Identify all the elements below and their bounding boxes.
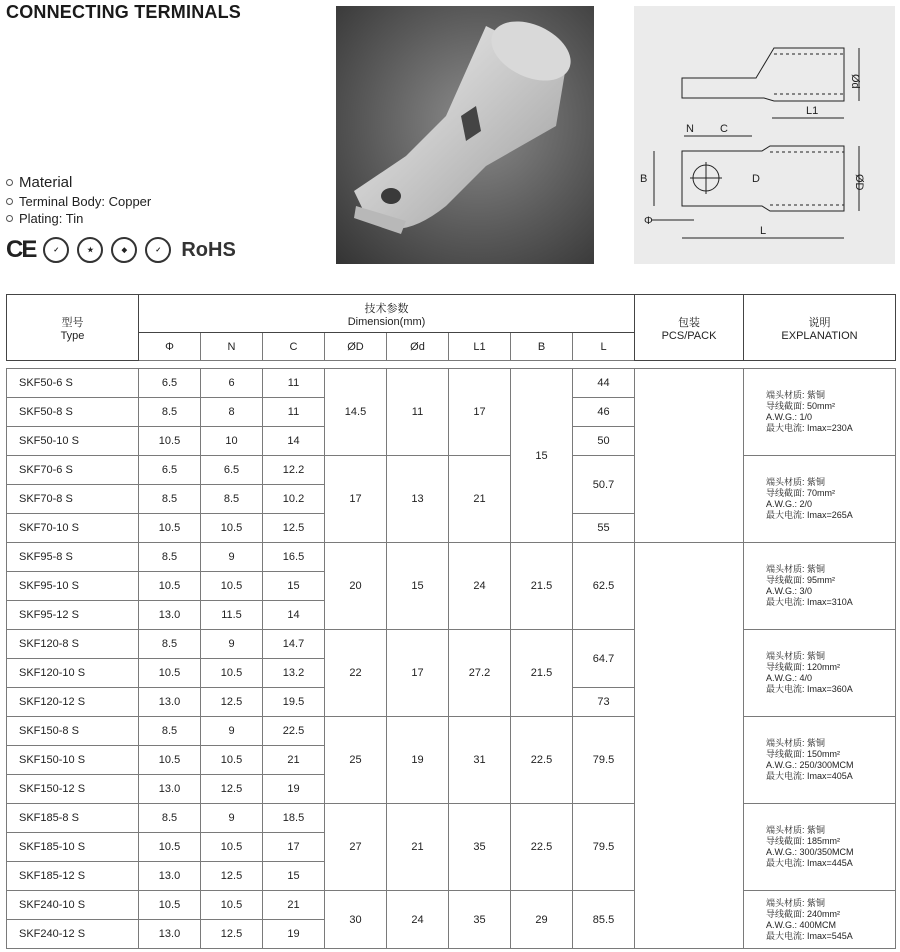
explanation-cell: 端头材质: 紫铜 导线截面: 50mm² A.W.G.: 1/0 最大电流: Imax=230A (744, 369, 896, 456)
l1-cell: 35 (449, 804, 511, 891)
header-expl-cn: 说明 (808, 316, 831, 329)
l-cell: 64.7 (573, 630, 635, 688)
type-cell: SKF95-8 S (7, 543, 139, 572)
c-cell: 15 (263, 862, 325, 891)
od-cell: 27 (325, 804, 387, 891)
col-header: L (573, 333, 635, 361)
phi-cell: 10.5 (139, 659, 201, 688)
c-cell: 16.5 (263, 543, 325, 572)
type-cell: SKF95-12 S (7, 601, 139, 630)
phi-cell: 10.5 (139, 746, 201, 775)
explanation-cell: 端头材质: 紫铜 导线截面: 95mm² A.W.G.: 3/0 最大电流: Imax=310A (744, 543, 896, 630)
col-header: C (263, 333, 325, 361)
l-cell: 44 (573, 369, 635, 398)
od-cell: 30 (325, 891, 387, 949)
drawing-label-d: D (752, 173, 760, 185)
col-header: ØD (325, 333, 387, 361)
id-cell: 17 (387, 630, 449, 717)
phi-cell: 13.0 (139, 601, 201, 630)
table-row (7, 456, 896, 485)
phi-cell: 8.5 (139, 804, 201, 833)
l1-cell: 31 (449, 717, 511, 804)
n-cell: 9 (201, 543, 263, 572)
ccc-seal-icon: ◆ (111, 237, 137, 263)
terminal-lug-image (336, 6, 594, 264)
table-row (7, 804, 896, 833)
drawing-label-l1: L1 (806, 105, 819, 117)
l1-cell: 24 (449, 543, 511, 630)
phi-cell: 13.0 (139, 920, 201, 949)
l1-cell: 27.2 (449, 630, 511, 717)
n-cell: 10.5 (201, 572, 263, 601)
drawing-label-l: L (760, 225, 767, 237)
phi-cell: 8.5 (139, 485, 201, 514)
c-cell: 19 (263, 775, 325, 804)
c-cell: 17 (263, 833, 325, 862)
phi-cell: 8.5 (139, 717, 201, 746)
header-pack-cn: 包装 (678, 316, 700, 329)
page-title: CONNECTING TERMINALS (6, 2, 241, 22)
type-cell: SKF70-8 S (7, 485, 139, 514)
b-cell: 15 (511, 369, 573, 543)
type-cell: SKF95-10 S (7, 572, 139, 601)
type-cell: SKF70-6 S (7, 456, 139, 485)
header-pack (635, 295, 744, 361)
material-item (6, 194, 151, 209)
b-cell: 21.5 (511, 630, 573, 717)
id-cell: 13 (387, 456, 449, 543)
type-cell: SKF50-8 S (7, 398, 139, 427)
n-cell: 12.5 (201, 862, 263, 891)
explanation-cell: 端头材质: 紫铜 导线截面: 240mm² A.W.G.: 400MCM 最大电流: Imax=545A (744, 891, 896, 949)
type-cell: SKF185-8 S (7, 804, 139, 833)
type-cell: SKF120-10 S (7, 659, 139, 688)
col-header: B (511, 333, 573, 361)
n-cell: 9 (201, 630, 263, 659)
phi-cell: 6.5 (139, 456, 201, 485)
l-cell: 85.5 (573, 891, 635, 949)
l-cell: 62.5 (573, 543, 635, 630)
l-cell: 55 (573, 514, 635, 543)
certification-logos (6, 236, 236, 264)
drawing-label-n: N (686, 123, 694, 135)
l-cell: 73 (573, 688, 635, 717)
award-seal-icon: ★ (77, 237, 103, 263)
type-cell: SKF150-10 S (7, 746, 139, 775)
b-cell: 22.5 (511, 804, 573, 891)
c-cell: 14.7 (263, 630, 325, 659)
id-cell: 24 (387, 891, 449, 949)
c-cell: 21 (263, 746, 325, 775)
header-expl-en: EXPLANATION (781, 329, 858, 342)
type-cell: SKF50-6 S (7, 369, 139, 398)
l-cell: 50 (573, 427, 635, 456)
col-header: L1 (449, 333, 511, 361)
spec-table-body (7, 361, 896, 949)
dimension-diagram (634, 6, 895, 264)
type-cell: SKF50-10 S (7, 427, 139, 456)
l-cell: 50.7 (573, 456, 635, 514)
n-cell: 9 (201, 804, 263, 833)
header-pack-en: PCS/PACK (661, 329, 717, 342)
c-cell: 14 (263, 427, 325, 456)
table-row (7, 369, 896, 398)
header-dim-cn: 技术参数 (364, 302, 409, 315)
type-cell: SKF150-12 S (7, 775, 139, 804)
c-cell: 12.5 (263, 514, 325, 543)
phi-cell: 13.0 (139, 862, 201, 891)
material-heading-label: Material (19, 174, 73, 191)
explanation-cell: 端头材质: 紫铜 导线截面: 70mm² A.W.G.: 2/0 最大电流: Imax=265A (744, 456, 896, 543)
od-cell: 17 (325, 456, 387, 543)
drawing-label-phi: Φ (644, 215, 653, 227)
table-spacer (7, 361, 896, 369)
n-cell: 6.5 (201, 456, 263, 485)
phi-cell: 10.5 (139, 572, 201, 601)
col-header: Φ (139, 333, 201, 361)
id-cell: 19 (387, 717, 449, 804)
bullet-icon (6, 215, 13, 222)
bullet-icon (6, 198, 13, 205)
material-heading (6, 174, 151, 191)
header-type (7, 295, 139, 361)
phi-cell: 8.5 (139, 543, 201, 572)
n-cell: 12.5 (201, 920, 263, 949)
drawing-label-c: C (720, 123, 728, 135)
material-item-label: Terminal Body: Copper (19, 194, 152, 209)
phi-cell: 13.0 (139, 775, 201, 804)
n-cell: 10.5 (201, 514, 263, 543)
c-cell: 11 (263, 369, 325, 398)
l1-cell: 35 (449, 891, 511, 949)
product-photo (336, 6, 594, 264)
table-row (7, 891, 896, 920)
c-cell: 14 (263, 601, 325, 630)
explanation-cell: 端头材质: 紫铜 导线截面: 150mm² A.W.G.: 250/300MCM 最大电流: Imax=405A (744, 717, 896, 804)
table-row (7, 717, 896, 746)
id-cell: 11 (387, 369, 449, 456)
table-row (7, 630, 896, 659)
type-cell: SKF150-8 S (7, 717, 139, 746)
phi-cell: 6.5 (139, 369, 201, 398)
l-cell: 46 (573, 398, 635, 427)
spec-table (6, 294, 896, 949)
c-cell: 10.2 (263, 485, 325, 514)
n-cell: 8.5 (201, 485, 263, 514)
n-cell: 10.5 (201, 746, 263, 775)
c-cell: 21 (263, 891, 325, 920)
phi-cell: 8.5 (139, 398, 201, 427)
drawing-label-od-side: ØD (853, 174, 865, 191)
n-cell: 10.5 (201, 659, 263, 688)
c-cell: 22.5 (263, 717, 325, 746)
c-cell: 13.2 (263, 659, 325, 688)
phi-cell: 8.5 (139, 630, 201, 659)
table-row (7, 543, 896, 572)
phi-cell: 10.5 (139, 833, 201, 862)
drawing-label-b: B (640, 173, 648, 185)
c-cell: 11 (263, 398, 325, 427)
col-header: N (201, 333, 263, 361)
b-cell: 29 (511, 891, 573, 949)
header-explanation (744, 295, 896, 361)
type-cell: SKF70-10 S (7, 514, 139, 543)
type-cell: SKF240-10 S (7, 891, 139, 920)
explanation-cell: 端头材质: 紫铜 导线截面: 120mm² A.W.G.: 4/0 最大电流: Imax=360A (744, 630, 896, 717)
technical-drawing (634, 6, 895, 264)
type-cell: SKF120-8 S (7, 630, 139, 659)
n-cell: 6 (201, 369, 263, 398)
material-item (6, 211, 151, 226)
drawing-label-od-top: Ød (849, 74, 861, 89)
pack-cell (635, 543, 744, 949)
type-cell: SKF185-10 S (7, 833, 139, 862)
material-section (6, 174, 151, 228)
n-cell: 12.5 (201, 775, 263, 804)
sgs-seal-icon: ✓ (145, 237, 171, 263)
c-cell: 18.5 (263, 804, 325, 833)
n-cell: 10.5 (201, 833, 263, 862)
phi-cell: 10.5 (139, 514, 201, 543)
od-cell: 14.5 (325, 369, 387, 456)
material-item-label: Plating: Tin (19, 211, 84, 226)
od-cell: 25 (325, 717, 387, 804)
c-cell: 12.2 (263, 456, 325, 485)
b-cell: 22.5 (511, 717, 573, 804)
bullet-icon (6, 179, 13, 186)
col-header: Ød (387, 333, 449, 361)
n-cell: 12.5 (201, 688, 263, 717)
b-cell: 21.5 (511, 543, 573, 630)
c-cell: 19 (263, 920, 325, 949)
header-dim-en: Dimension(mm) (347, 315, 426, 328)
n-cell: 8 (201, 398, 263, 427)
phi-cell: 10.5 (139, 427, 201, 456)
header-dimension (139, 295, 635, 333)
l-cell: 79.5 (573, 717, 635, 804)
id-cell: 21 (387, 804, 449, 891)
type-cell: SKF120-12 S (7, 688, 139, 717)
type-cell: SKF240-12 S (7, 920, 139, 949)
phi-cell: 10.5 (139, 891, 201, 920)
n-cell: 10 (201, 427, 263, 456)
l-cell: 79.5 (573, 804, 635, 891)
header-type-cn: 型号 (61, 316, 84, 329)
ce-mark: CE (6, 236, 36, 263)
type-cell: SKF185-12 S (7, 862, 139, 891)
c-cell: 15 (263, 572, 325, 601)
n-cell: 10.5 (201, 891, 263, 920)
n-cell: 9 (201, 717, 263, 746)
quality-seal-icon: ✓ (43, 237, 69, 263)
pack-cell (635, 369, 744, 543)
c-cell: 19.5 (263, 688, 325, 717)
l1-cell: 21 (449, 456, 511, 543)
l1-cell: 17 (449, 369, 511, 456)
n-cell: 11.5 (201, 601, 263, 630)
explanation-cell: 端头材质: 紫铜 导线截面: 185mm² A.W.G.: 300/350MCM 最大电流: Imax=445A (744, 804, 896, 891)
od-cell: 22 (325, 630, 387, 717)
rohs-mark: RoHS (181, 238, 236, 261)
header-type-en: Type (60, 329, 85, 342)
od-cell: 20 (325, 543, 387, 630)
id-cell: 15 (387, 543, 449, 630)
phi-cell: 13.0 (139, 688, 201, 717)
